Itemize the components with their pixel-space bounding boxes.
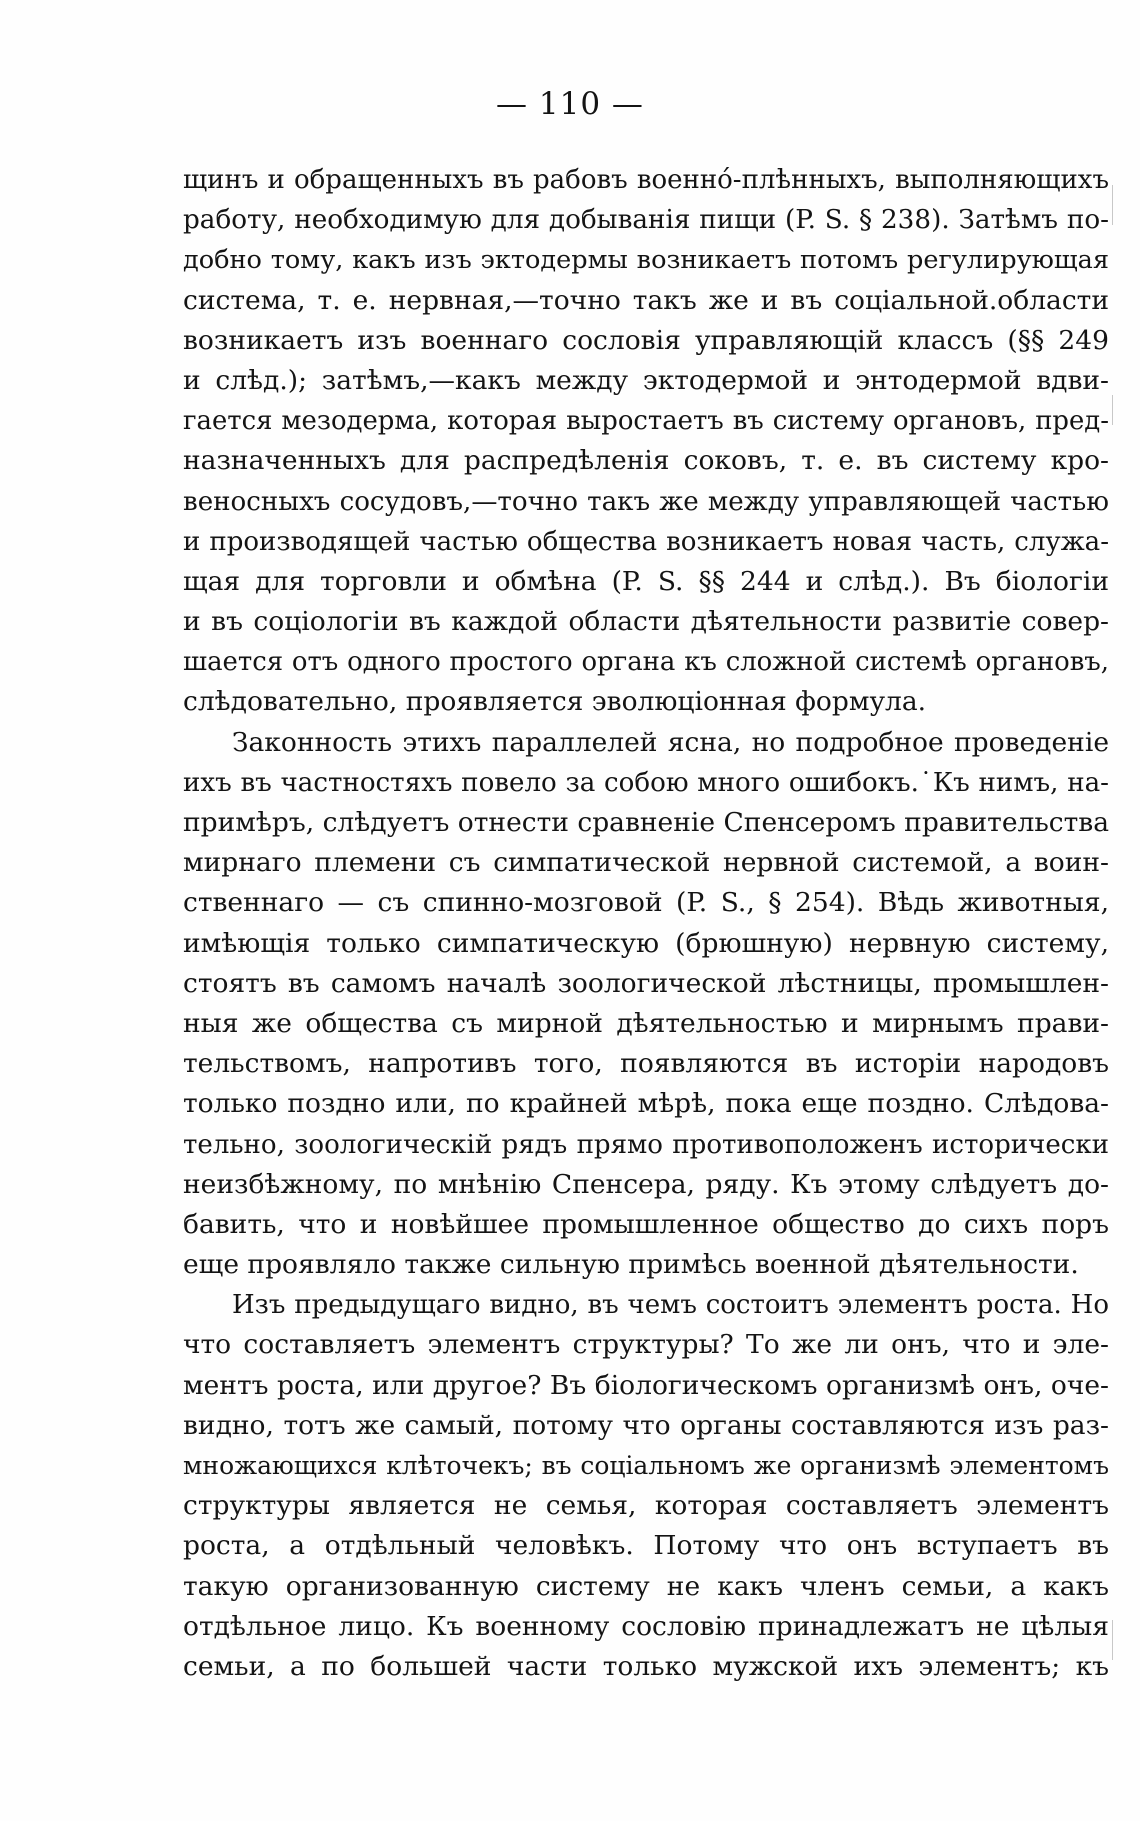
paragraph (183, 160, 1109, 723)
text-line: такую организованную систему не какъ членъ семьи, а какъ (183, 1570, 1109, 1602)
text-line: что составляетъ элементъ структуры? То же ли онъ, что и эле- (183, 1329, 1109, 1361)
text-line: только поздно или, по крайней мѣрѣ, пока еще поздно. Слѣдова- (183, 1088, 1109, 1120)
text-line: слѣдовательно, проявляется эволюціонная формула. (183, 686, 927, 718)
text-line: веносныхъ сосудовъ,—точно такъ же между управляющей частью (183, 486, 1109, 517)
text-line: назначенныхъ для распредѣленія соковъ, т. е. въ систему кро- (183, 445, 1109, 477)
page-number: — 110 — (496, 86, 644, 122)
text-line: ихъ въ частностяхъ повело за собою много ошибокъ.˙Къ нимъ, на- (183, 767, 1109, 798)
text-line: работу, необходимую для добыванія пищи (P. S. § 238). Затѣмъ по- (183, 205, 1109, 236)
text-line: мирнаго племени съ симпатической нервной системой, а воин- (183, 847, 1109, 879)
text-line: тельствомъ, напротивъ того, появляются въ исторіи народовъ (183, 1048, 1109, 1080)
text-line: роста, а отдѣльный человѣкъ. Потому что онъ вступаетъ въ (183, 1530, 1109, 1562)
text-line: тельно, зоологическій рядъ прямо противоположенъ исторически (183, 1129, 1109, 1160)
text-line: и въ соціологіи въ каждой области дѣятельности развитіе совер- (183, 606, 1109, 638)
text-line: Законность этихъ параллелей ясна, но подробное проведеніе (232, 726, 1109, 758)
text-line: щинъ и обращенныхъ въ рабовъ военнó-плѣнныхъ, выполняющихъ (183, 165, 1109, 195)
text-line: примѣръ, слѣдуетъ отнести сравненіе Спенсеромъ правительства (183, 807, 1109, 838)
scan-margin-mark (1112, 185, 1113, 225)
text-line: возникаетъ изъ военнаго сословія управляющій классъ (§§ 249 (183, 324, 1109, 356)
body-text (183, 160, 1109, 1687)
text-line: видно, тотъ же самый, потому что органы составляются изъ раз- (183, 1409, 1109, 1441)
text-line: еще проявляло также сильную примѣсь военной дѣятельности. (183, 1249, 1079, 1281)
text-line: система, т. е. нервная,—точно такъ же и въ соціальной.области (183, 284, 1109, 316)
text-line: бавить, что и новѣйшее промышленное общество до сихъ поръ (183, 1208, 1109, 1240)
text-line: ственнаго — съ спинно-мозговой (P. S., § 254). Вѣдь животныя, (183, 887, 1109, 919)
scan-margin-mark (1112, 1620, 1113, 1660)
text-line: ныя же общества съ мирной дѣятельностью и мирнымъ прави- (183, 1007, 1109, 1039)
text-line: семьи, а по большей части только мужской ихъ элементъ; къ (183, 1650, 1109, 1682)
text-line: структуры является не семья, которая составляетъ элементъ (183, 1490, 1109, 1522)
text-line: ментъ роста, или другое? Въ біологическомъ организмѣ онъ, оче- (183, 1369, 1109, 1401)
text-line: и производящей частью общества возникаетъ новая часть, служа- (183, 526, 1109, 557)
scan-margin-mark (1112, 395, 1113, 425)
text-line: щая для торговли и обмѣна (P. S. §§ 244 и слѣд.). Въ біологіи (183, 565, 1109, 597)
text-line: добно тому, какъ изъ эктодермы возникаетъ потомъ регулирующая (183, 245, 1109, 276)
text-line: стоятъ въ самомъ началѣ зоологической лѣстницы, промышлен- (183, 967, 1109, 999)
paragraph (183, 1285, 1109, 1687)
text-line: гается мезодерма, которая выростаетъ въ систему органовъ, пред- (183, 406, 1109, 437)
text-line: отдѣльное лицо. Къ военному сословію принадлежатъ не цѣлыя (183, 1610, 1109, 1642)
text-line: неизбѣжному, по мнѣнію Спенсера, ряду. Къ этому слѣдуетъ до- (183, 1168, 1109, 1200)
text-line: множающихся клѣточекъ; въ соціальномъ же организмѣ элементомъ (183, 1451, 1109, 1480)
text-line: и слѣд.); затѣмъ,—какъ между эктодермой и энтодермой вдви- (183, 364, 1109, 396)
paragraph (183, 723, 1109, 1286)
text-line: шается отъ одного простого органа къ сложной системѣ органовъ, (183, 647, 1109, 678)
text-line: Изъ предыдущаго видно, въ чемъ состоитъ элементъ роста. Но (232, 1290, 1109, 1321)
text-line: имѣющія только симпатическую (брюшную) нервную систему, (183, 927, 1109, 959)
